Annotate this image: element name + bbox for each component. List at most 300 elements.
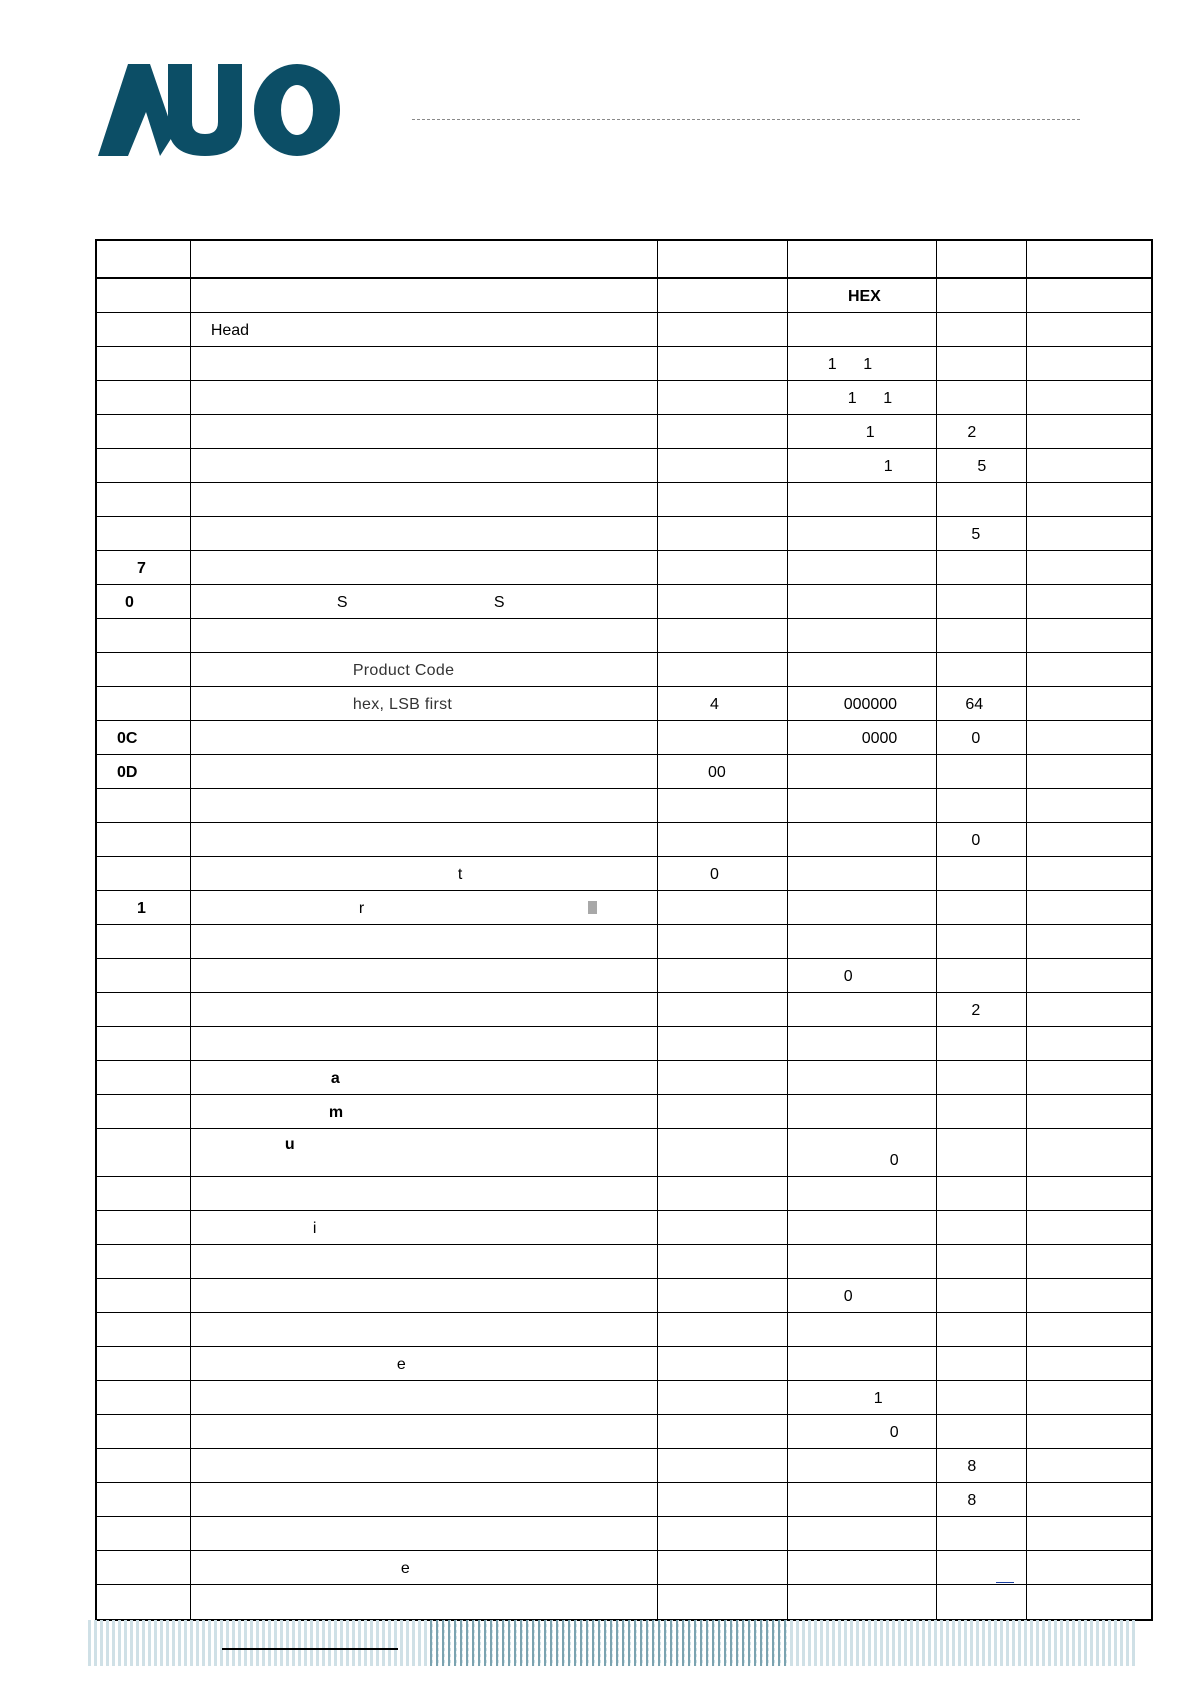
- table-cell: [788, 1449, 938, 1482]
- table-cell: [1027, 1313, 1151, 1346]
- cell-text-extra: S: [493, 594, 505, 611]
- table-cell: [937, 1313, 1027, 1346]
- table-cell: [1027, 1061, 1151, 1094]
- table-cell: [97, 1347, 191, 1380]
- table-cell: [191, 1027, 658, 1060]
- table-cell: [97, 1177, 191, 1210]
- table-row: [97, 1483, 1151, 1517]
- table-cell: [658, 1129, 788, 1176]
- table-cell: [97, 687, 191, 720]
- table-cell: [788, 279, 938, 312]
- table-row: [97, 993, 1151, 1027]
- table-cell: [97, 517, 191, 550]
- table-cell: [937, 1347, 1027, 1380]
- table-row: [97, 279, 1151, 313]
- table-cell: [191, 823, 658, 856]
- table-cell: [937, 1027, 1027, 1060]
- table-cell: [937, 959, 1027, 992]
- table-cell: [1027, 551, 1151, 584]
- table-cell: [97, 449, 191, 482]
- table-cell: [937, 551, 1027, 584]
- logo-letter-u: [168, 64, 242, 156]
- table-cell: [937, 619, 1027, 652]
- table-cell: [788, 1415, 938, 1448]
- table-cell: [191, 1313, 658, 1346]
- table-cell: [788, 1245, 938, 1278]
- cell-text: i: [312, 1220, 317, 1237]
- table-cell: [1027, 1415, 1151, 1448]
- table-cell: [1027, 1517, 1151, 1550]
- header-dashed-rule: [412, 119, 1080, 120]
- cell-text: 2: [967, 424, 977, 441]
- table-row: [97, 823, 1151, 857]
- table-cell: [97, 1279, 191, 1312]
- table-cell: [788, 1313, 938, 1346]
- cell-text: 0: [125, 594, 134, 611]
- table-cell: [658, 1027, 788, 1060]
- logo-letter-a: [98, 64, 174, 156]
- table-cell: [788, 313, 938, 346]
- table-cell: [788, 483, 938, 516]
- table-cell: [1027, 1129, 1151, 1176]
- table-row: [97, 857, 1151, 891]
- table-row: [97, 1061, 1151, 1095]
- table-cell: [788, 1095, 938, 1128]
- table-cell: [191, 789, 658, 822]
- table-cell: [191, 241, 658, 277]
- table-cell: [1027, 313, 1151, 346]
- cell-text: e: [400, 1560, 410, 1577]
- cell-text: 0C: [117, 730, 138, 747]
- table-cell: [788, 1585, 938, 1619]
- table-cell: [1027, 585, 1151, 618]
- table-cell: [937, 1415, 1027, 1448]
- table-row: [97, 1449, 1151, 1483]
- table-cell: [788, 619, 938, 652]
- table-cell: [937, 381, 1027, 414]
- table-row: [97, 1095, 1151, 1129]
- table-cell: [1027, 347, 1151, 380]
- table-cell: [788, 959, 938, 992]
- table-cell: [191, 891, 658, 924]
- table-cell: [97, 755, 191, 788]
- table-cell: [937, 1211, 1027, 1244]
- footer-rule: [222, 1648, 398, 1650]
- cell-text: 7: [137, 560, 146, 577]
- table-cell: [937, 1381, 1027, 1414]
- table-cell: [97, 1211, 191, 1244]
- table-cell: [1027, 1177, 1151, 1210]
- table-cell: [191, 1177, 658, 1210]
- table-cell: [97, 347, 191, 380]
- table-cell: [97, 1449, 191, 1482]
- cell-text: 5: [971, 526, 981, 543]
- cell-text: 2: [971, 1002, 981, 1019]
- edid-table: [95, 239, 1153, 1621]
- table-cell: [658, 1347, 788, 1380]
- table-cell: [658, 823, 788, 856]
- table-cell: [658, 483, 788, 516]
- table-cell: [191, 517, 658, 550]
- auo-logo: [98, 64, 340, 156]
- table-row: [97, 1279, 1151, 1313]
- table-cell: [97, 891, 191, 924]
- table-cell: [1027, 241, 1151, 277]
- table-cell: [191, 551, 658, 584]
- table-cell: [658, 313, 788, 346]
- table-cell: [191, 1061, 658, 1094]
- table-cell: [1027, 1347, 1151, 1380]
- cell-text: 1 1: [827, 356, 873, 373]
- table-cell: [937, 415, 1027, 448]
- table-row: [97, 891, 1151, 925]
- table-cell: [97, 619, 191, 652]
- table-cell: [191, 1347, 658, 1380]
- cell-text: 0D: [117, 764, 138, 781]
- table-row: [97, 1129, 1151, 1177]
- table-cell: [788, 1517, 938, 1550]
- table-cell: [937, 789, 1027, 822]
- cell-text: 0: [843, 1288, 853, 1305]
- table-cell: [1027, 1483, 1151, 1516]
- table-cell: [937, 1061, 1027, 1094]
- table-cell: [1027, 823, 1151, 856]
- table-cell: [658, 1177, 788, 1210]
- table-cell: [1027, 1585, 1151, 1619]
- table-cell: [1027, 1245, 1151, 1278]
- table-row: [97, 1517, 1151, 1551]
- table-cell: [97, 925, 191, 958]
- table-cell: [658, 925, 788, 958]
- table-cell: [191, 1279, 658, 1312]
- table-cell: [191, 687, 658, 720]
- table-cell: [788, 755, 938, 788]
- table-cell: [191, 1211, 658, 1244]
- table-row: [97, 585, 1151, 619]
- cell-text: 1: [883, 458, 893, 475]
- cell-text: 0: [709, 866, 719, 883]
- table-cell: [1027, 415, 1151, 448]
- table-cell: [658, 1551, 788, 1584]
- table-cell: [97, 1129, 191, 1176]
- cell-text: 1 1: [847, 390, 893, 407]
- table-cell: [937, 891, 1027, 924]
- table-cell: [937, 755, 1027, 788]
- cell-text: r: [358, 900, 365, 917]
- table-cell: [658, 789, 788, 822]
- table-cell: [191, 381, 658, 414]
- table-cell: [97, 653, 191, 686]
- table-cell: [97, 1095, 191, 1128]
- table-cell: [191, 279, 658, 312]
- table-row: [97, 1211, 1151, 1245]
- table-cell: [658, 1517, 788, 1550]
- table-cell: [658, 241, 788, 277]
- table-cell: [1027, 1279, 1151, 1312]
- table-cell: [1027, 1027, 1151, 1060]
- table-cell: [937, 1279, 1027, 1312]
- table-row: [97, 619, 1151, 653]
- table-cell: [788, 925, 938, 958]
- table-cell: [658, 891, 788, 924]
- table-cell: [658, 687, 788, 720]
- table-cell: [658, 585, 788, 618]
- cell-text: t: [457, 866, 463, 883]
- cell-text: e: [396, 1356, 406, 1373]
- footer-dot-band-dark: [430, 1620, 790, 1666]
- table-cell: [658, 1449, 788, 1482]
- cell-text: Head: [210, 322, 250, 339]
- table-cell: [191, 1449, 658, 1482]
- table-cell: [937, 279, 1027, 312]
- table-cell: [191, 1095, 658, 1128]
- cell-text: 1: [873, 1390, 883, 1407]
- table-cell: [1027, 755, 1151, 788]
- table-cell: [191, 1517, 658, 1550]
- cell-text: 0: [889, 1424, 899, 1441]
- table-cell: [191, 483, 658, 516]
- table-cell: [97, 313, 191, 346]
- table-cell: [788, 1177, 938, 1210]
- table-cell: [1027, 789, 1151, 822]
- table-cell: [1027, 517, 1151, 550]
- table-cell: [97, 279, 191, 312]
- cell-text: 0: [971, 730, 981, 747]
- table-cell: [788, 1061, 938, 1094]
- table-cell: [788, 857, 938, 890]
- table-cell: [97, 1061, 191, 1094]
- table-cell: [658, 755, 788, 788]
- table-cell: [1027, 993, 1151, 1026]
- table-cell: [788, 721, 938, 754]
- table-cell: [658, 993, 788, 1026]
- table-row: [97, 1585, 1151, 1619]
- table-cell: [788, 993, 938, 1026]
- table-cell: [191, 1415, 658, 1448]
- table-cell: [658, 551, 788, 584]
- table-cell: [658, 1313, 788, 1346]
- table-cell: [788, 241, 938, 277]
- table-cell: [788, 1279, 938, 1312]
- table-cell: [97, 1381, 191, 1414]
- table-cell: [1027, 483, 1151, 516]
- table-cell: [658, 857, 788, 890]
- table-cell: [191, 585, 658, 618]
- table-cell: [191, 415, 658, 448]
- cell-text: 0: [971, 832, 981, 849]
- table-cell: [191, 449, 658, 482]
- table-cell: [937, 925, 1027, 958]
- table-cell: [97, 857, 191, 890]
- cell-text: 8: [967, 1492, 977, 1509]
- table-row: [97, 449, 1151, 483]
- table-cell: [788, 1551, 938, 1584]
- cell-text: Product Code: [352, 662, 455, 679]
- cell-text: 4: [709, 696, 719, 713]
- cell-text: 1: [137, 900, 146, 917]
- table-cell: [788, 653, 938, 686]
- table-cell: [1027, 653, 1151, 686]
- table-cell: [658, 1483, 788, 1516]
- table-cell: [97, 415, 191, 448]
- table-cell: [1027, 687, 1151, 720]
- table-row: [97, 347, 1151, 381]
- table-cell: [937, 1177, 1027, 1210]
- table-cell: [97, 993, 191, 1026]
- grey-marker-icon: [588, 901, 597, 914]
- table-cell: [97, 1313, 191, 1346]
- corner-underline-mark: [996, 1582, 1014, 1583]
- table-cell: [1027, 1095, 1151, 1128]
- table-cell: [658, 1415, 788, 1448]
- table-cell: [1027, 1449, 1151, 1482]
- table-cell: [658, 449, 788, 482]
- table-cell: [937, 993, 1027, 1026]
- table-cell: [1027, 857, 1151, 890]
- table-cell: [97, 483, 191, 516]
- table-cell: [658, 1061, 788, 1094]
- table-cell: [937, 517, 1027, 550]
- table-cell: [97, 1517, 191, 1550]
- table-row: [97, 313, 1151, 347]
- table-cell: [191, 1585, 658, 1619]
- table-cell: [937, 1245, 1027, 1278]
- table-cell: [658, 415, 788, 448]
- table-cell: [97, 789, 191, 822]
- table-cell: [788, 1129, 938, 1176]
- table-cell: [937, 449, 1027, 482]
- table-cell: [788, 823, 938, 856]
- table-cell: [788, 381, 938, 414]
- table-cell: [191, 653, 658, 686]
- table-cell: [97, 1585, 191, 1619]
- table-row: [97, 1177, 1151, 1211]
- cell-text: 1: [865, 424, 875, 441]
- cell-text: 64: [965, 696, 984, 713]
- table-cell: [97, 1551, 191, 1584]
- table-row: [97, 687, 1151, 721]
- table-cell: [788, 449, 938, 482]
- table-cell: [191, 959, 658, 992]
- table-row: [97, 721, 1151, 755]
- table-row: [97, 1551, 1151, 1585]
- table-cell: [1027, 1551, 1151, 1584]
- table-cell: [1027, 619, 1151, 652]
- table-row: [97, 551, 1151, 585]
- table-cell: [937, 687, 1027, 720]
- table-row: [97, 483, 1151, 517]
- table-cell: [97, 823, 191, 856]
- table-cell: [658, 347, 788, 380]
- cell-text: HEX: [847, 288, 881, 305]
- table-cell: [788, 1483, 938, 1516]
- table-cell: [658, 381, 788, 414]
- table-cell: [658, 1095, 788, 1128]
- table-cell: [937, 241, 1027, 277]
- cell-text: S: [336, 594, 348, 611]
- table-cell: [191, 1245, 658, 1278]
- table-cell: [788, 891, 938, 924]
- cell-text: 5: [977, 458, 987, 475]
- table-cell: [1027, 721, 1151, 754]
- cell-text: 0: [889, 1152, 899, 1169]
- cell-text: u: [284, 1136, 295, 1153]
- table-cell: [658, 1211, 788, 1244]
- table-cell: [937, 1517, 1027, 1550]
- table-cell: [937, 1449, 1027, 1482]
- table-cell: [97, 721, 191, 754]
- table-cell: [788, 415, 938, 448]
- table-cell: [97, 1027, 191, 1060]
- table-cell: [658, 279, 881, 312]
- table-cell: [937, 721, 1027, 754]
- table-cell: [1027, 925, 1151, 958]
- table-cell: [97, 1245, 191, 1278]
- table-cell: [191, 619, 658, 652]
- table-row: [97, 1381, 1151, 1415]
- table-cell: [191, 721, 658, 754]
- cell-text: 0000: [861, 730, 898, 747]
- table-cell: [1027, 381, 1151, 414]
- table-row: [97, 789, 1151, 823]
- table-cell: [937, 313, 1027, 346]
- table-cell: [937, 857, 1027, 890]
- table-cell: [788, 1381, 938, 1414]
- table-cell: [788, 585, 938, 618]
- table-cell: [788, 1027, 938, 1060]
- table-cell: [191, 313, 658, 346]
- table-cell: [191, 857, 658, 890]
- table-cell: [97, 1483, 191, 1516]
- table-cell: [97, 1415, 191, 1448]
- table-cell: [658, 619, 788, 652]
- table-cell: [1027, 279, 1151, 312]
- table-row: [97, 1415, 1151, 1449]
- table-cell: [788, 1211, 938, 1244]
- table-row: [97, 1027, 1151, 1061]
- table-cell: [191, 993, 658, 1026]
- table-cell: [658, 517, 788, 550]
- table-cell: [658, 959, 788, 992]
- table-cell: [658, 1279, 788, 1312]
- table-cell: [788, 789, 938, 822]
- table-header-row: [97, 241, 1151, 279]
- table-cell: [658, 721, 788, 754]
- cell-text: 8: [967, 1458, 977, 1475]
- cell-text: 00: [707, 764, 726, 781]
- table-row: [97, 415, 1151, 449]
- cell-text: hex, LSB first: [352, 696, 453, 713]
- table-cell: [937, 1551, 1027, 1584]
- table-cell: [937, 483, 1027, 516]
- table-cell: [937, 1483, 1027, 1516]
- table-row: [97, 755, 1151, 789]
- table-row: [97, 1245, 1151, 1279]
- table-cell: [1027, 1381, 1151, 1414]
- table-cell: [658, 653, 788, 686]
- table-cell: [788, 1347, 938, 1380]
- table-cell: [937, 347, 1027, 380]
- table-cell: [788, 347, 938, 380]
- table-cell: [191, 1381, 658, 1414]
- table-cell: [937, 1129, 1027, 1176]
- table-cell: [97, 585, 191, 618]
- table-cell: [1027, 1211, 1151, 1244]
- table-cell: [97, 959, 191, 992]
- table-cell: [937, 1095, 1027, 1128]
- table-cell: [97, 551, 191, 584]
- table-cell: [658, 1381, 788, 1414]
